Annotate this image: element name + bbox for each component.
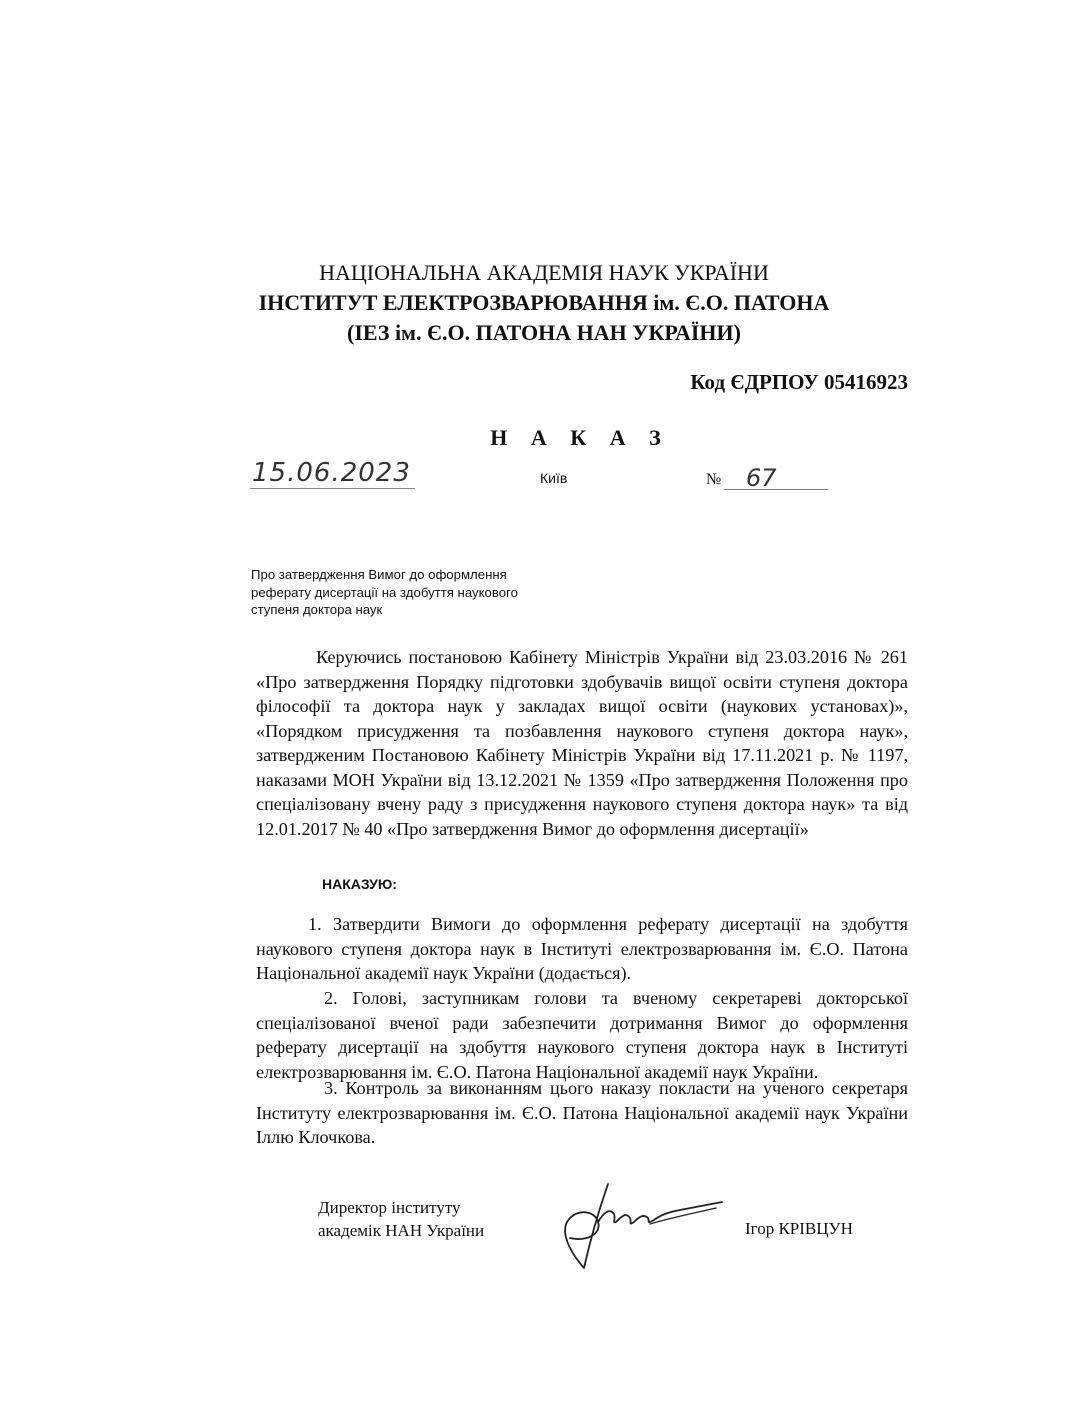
order-subject: Про затвердження Вимог до оформлення реферату дисертації на здобуття наукового ступеня доктора наук	[251, 567, 518, 617]
number-underline	[724, 489, 828, 490]
signer-position	[318, 1196, 484, 1242]
edrpou-code: Код ЄДРПОУ 05416923	[690, 370, 908, 394]
handwritten-signature	[540, 1172, 740, 1282]
order-item-3: 3. Контроль за виконанням цього наказу покласти на ученого секретаря Інституту електрозварювання ім. Є.О. Патона Національної академії наук України Іллю Клочкова.	[256, 1078, 908, 1147]
number-sign: №	[706, 471, 722, 488]
document-title: Н А К А З	[490, 425, 670, 450]
order-date: 15.06.2023	[252, 458, 411, 488]
institute-short-name: (ІЕЗ ім. Є.О. ПАТОНА НАН УКРАЇНИ)	[347, 320, 741, 345]
order-item-1: 1. Затвердити Вимоги до оформлення реферату дисертації на здобуття наукового ступеня доктора наук в Інституті електрозварювання ім. Є.О. Патона Національної академії наук України (додається).	[256, 914, 908, 983]
signer-position-line1: Директор інституту	[318, 1198, 461, 1217]
date-underline	[250, 488, 415, 489]
order-city: Київ	[540, 470, 568, 486]
academy-name: НАЦІОНАЛЬНА АКАДЕМІЯ НАУК УКРАЇНИ	[319, 260, 769, 285]
signer-name: Ігор КРІВЦУН	[745, 1219, 853, 1238]
signer-position-line2: академік НАН України	[318, 1221, 485, 1240]
preamble-paragraph: Керуючись постановою Кабінету Міністрів України від 23.03.2016 № 261 «Про затвердження Порядку підготовки здобувачів вищої освіти ступеня доктора філософії та доктора наук у закладах вищої освіти (наукових установах)», «Порядком присудження та позбавлення наукового ступеня доктора наук», затвердженим Постановою Кабінету Міністрів України від 17.11.2021 р. № 1197, наказами МОН України від 13.12.2021 № 1359 «Про затвердження Положення про спеціалізовану вчену раду з присудження наукового ступеня доктора наук» та від 12.01.2017 № 40 «Про затвердження Вимог до оформлення дисертації»	[256, 647, 908, 839]
institute-name: ІНСТИТУТ ЕЛЕКТРОЗВАРЮВАННЯ ім. Є.О. ПАТОНА	[258, 290, 830, 315]
orders-label: НАКАЗУЮ:	[322, 876, 397, 892]
order-item-2: 2. Голові, заступникам голови та вченому секретареві докторської спеціалізованої вченої ради забезпечити дотримання Вимог до оформлення реферату дисертації на здобуття наукового ступеня доктора наук в Інституті електрозварювання ім. Є.О. Патона Національної академії наук України.	[256, 988, 908, 1082]
order-number: 67	[746, 464, 777, 492]
